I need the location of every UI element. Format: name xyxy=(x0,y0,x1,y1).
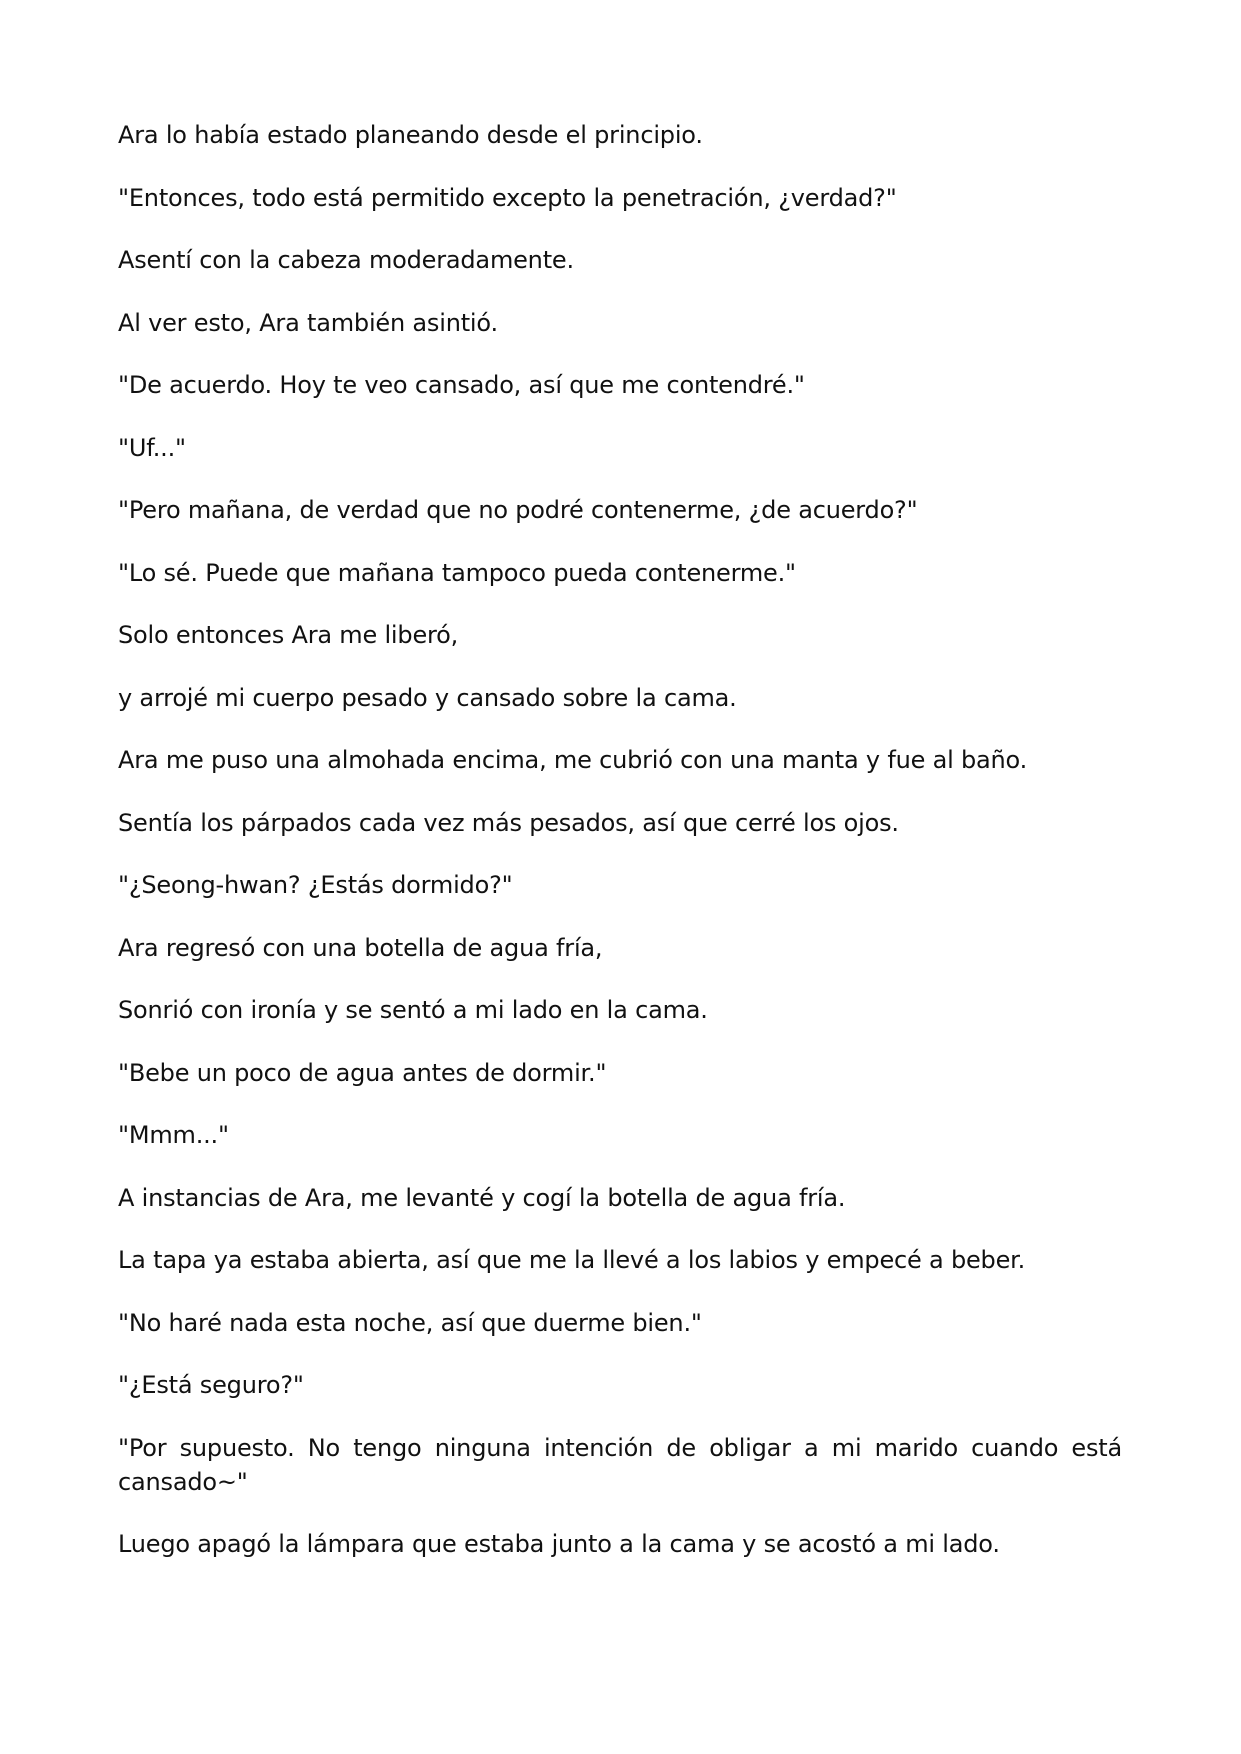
paragraph: Solo entonces Ara me liberó, xyxy=(118,621,459,649)
paragraph: La tapa ya estaba abierta, así que me la llevé a los labios y empecé a beber. xyxy=(118,1246,1026,1274)
paragraph: Ara lo había estado planeando desde el principio. xyxy=(118,121,703,149)
paragraph: "Pero mañana, de verdad que no podré contenerme, ¿de acuerdo?" xyxy=(118,496,918,524)
paragraph: "No haré nada esta noche, así que duerme bien." xyxy=(118,1308,702,1337)
paragraph: "Por supuesto. No tengo ninguna intención de obligar a mi marido cuando está cansado~" xyxy=(118,1433,1122,1496)
paragraph: "Uf..." xyxy=(118,433,186,462)
paragraph: "Mmm..." xyxy=(118,1121,229,1149)
paragraph: "¿Seong-hwan? ¿Estás dormido?" xyxy=(118,871,513,899)
paragraph: y arrojé mi cuerpo pesado y cansado sobre la cama. xyxy=(118,683,737,712)
paragraph: Asentí con la cabeza moderadamente. xyxy=(118,246,574,274)
paragraph: A instancias de Ara, me levanté y cogí la botella de agua fría. xyxy=(118,1183,846,1212)
paragraph: "Bebe un poco de agua antes de dormir." xyxy=(118,1058,607,1087)
paragraph: "De acuerdo. Hoy te veo cansado, así que me contendré." xyxy=(118,371,805,399)
paragraph: "Entonces, todo está permitido excepto la penetración, ¿verdad?" xyxy=(118,183,897,212)
paragraph: Sentía los párpados cada vez más pesados, así que cerré los ojos. xyxy=(118,808,899,837)
text-body xyxy=(118,118,1122,1590)
paragraph: Ara me puso una almohada encima, me cubrió con una manta y fue al baño. xyxy=(118,746,1028,774)
paragraph: Al ver esto, Ara también asintió. xyxy=(118,308,498,337)
paragraph: "¿Está seguro?" xyxy=(118,1371,304,1399)
paragraph: Ara regresó con una botella de agua fría, xyxy=(118,933,603,962)
paragraph: "Lo sé. Puede que mañana tampoco pueda contenerme." xyxy=(118,558,796,587)
paragraph: Sonrió con ironía y se sentó a mi lado en la cama. xyxy=(118,996,708,1024)
paragraph: Luego apagó la lámpara que estaba junto a la cama y se acostó a mi lado. xyxy=(118,1530,1000,1558)
